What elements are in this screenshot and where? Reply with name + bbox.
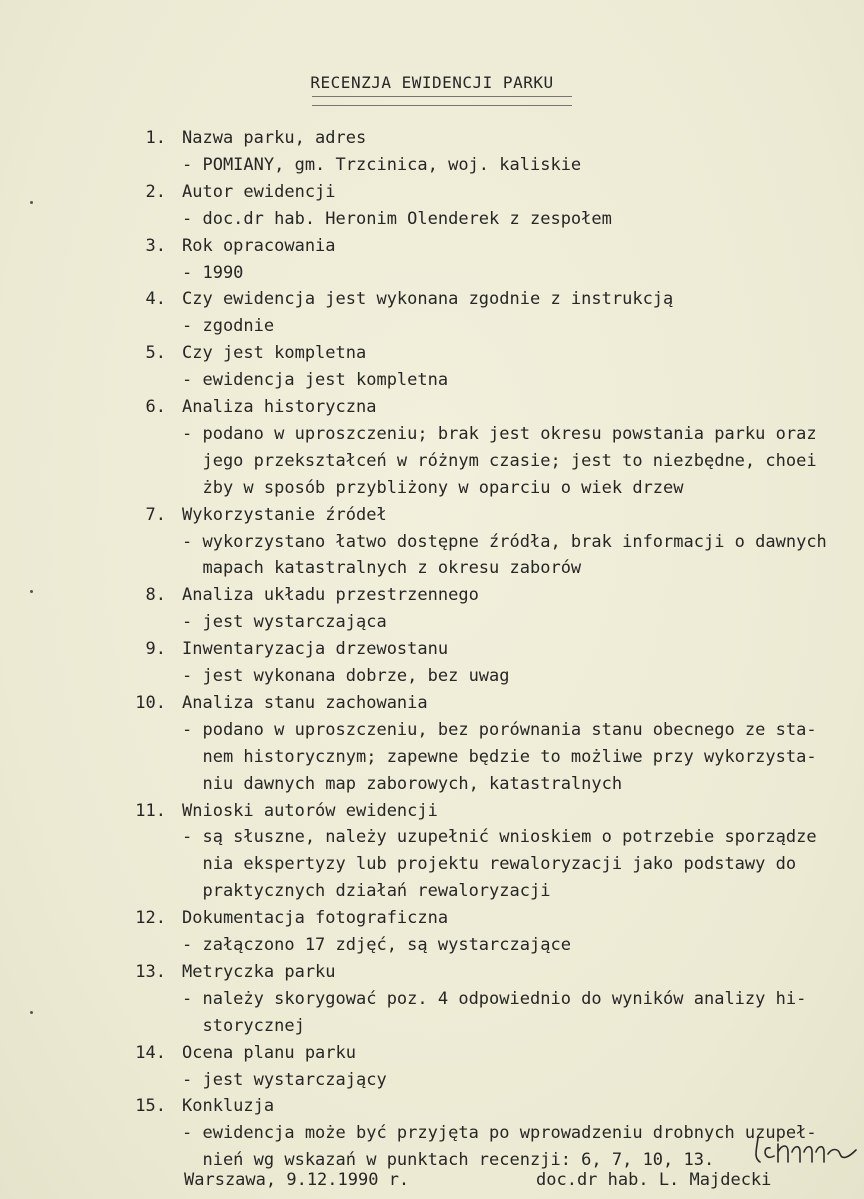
item-number: 5. bbox=[145, 343, 166, 364]
item-heading: Nazwa parku, adres bbox=[182, 128, 367, 148]
item-answer-line: żby w sposób przybliżony w oparciu o wiek drzew bbox=[182, 477, 684, 498]
item-answer-line: nień wg wskazań w punktach recenzji: 6, 7, 10, 13. bbox=[182, 1150, 715, 1171]
item-answer-line: - należy skorygować poz. 4 odpowiednio do wyników analizy hi- bbox=[182, 988, 807, 1009]
item-heading: Analiza układu przestrzennego bbox=[182, 585, 479, 606]
item-number: 9. bbox=[145, 639, 166, 660]
item-answer-line: - są słuszne, należy uzupełnić wnioskiem o potrzebie sporządze bbox=[182, 827, 817, 848]
punch-mark bbox=[30, 1011, 33, 1014]
punch-mark bbox=[30, 590, 33, 593]
item-number: 3. bbox=[145, 235, 166, 256]
item-answer-line: - ewidencja jest kompletna bbox=[182, 370, 449, 391]
item-number: 15. bbox=[135, 1096, 166, 1117]
item-heading: Analiza historyczna bbox=[182, 397, 377, 417]
item-answer-line: - podano w uproszczeniu, bez porównania stanu obecnego ze sta- bbox=[182, 719, 817, 740]
item-number: 1. bbox=[145, 128, 166, 148]
item-answer-line: jego przekształceń w różnym czasie; jest to niezbędne, choei bbox=[182, 450, 817, 471]
item-number: 6. bbox=[145, 397, 166, 417]
item-answer-line: mapach katastralnych z okresu zaborów bbox=[182, 558, 582, 579]
item-number: 2. bbox=[145, 181, 166, 202]
item-number: 10. bbox=[135, 692, 166, 713]
item-answer-line: - jest wystarczający bbox=[182, 1069, 387, 1090]
item-heading: Autor ewidencji bbox=[182, 181, 336, 202]
item-number: 12. bbox=[135, 908, 166, 929]
item-answer-line: - ewidencja może być przyjęta po wprowadzeniu drobnych uzupeł- bbox=[182, 1123, 817, 1144]
title-underline bbox=[312, 96, 572, 106]
item-heading: Analiza stanu zachowania bbox=[182, 692, 428, 713]
item-answer-line: - załączono 17 zdjęć, są wystarczające bbox=[182, 935, 571, 955]
item-heading: Inwentaryzacja drzewostanu bbox=[182, 639, 449, 660]
handwritten-signature bbox=[752, 1128, 862, 1168]
item-answer-line: - podano w uproszczeniu; brak jest okresu powstania parku oraz bbox=[182, 423, 817, 444]
item-answer-line: storycznej bbox=[182, 1015, 305, 1036]
item-number: 8. bbox=[145, 585, 166, 606]
item-heading: Rok opracowania bbox=[182, 235, 336, 256]
item-number: 4. bbox=[145, 289, 166, 310]
place-and-date: Warszawa, 9.12.1990 r. bbox=[184, 1170, 410, 1190]
item-heading: Dokumentacja fotograficzna bbox=[182, 908, 449, 929]
item-number: 14. bbox=[135, 1042, 166, 1063]
item-answer-line: - zgodnie bbox=[182, 316, 275, 337]
reviewer-name: doc.dr hab. L. Majdecki bbox=[536, 1170, 772, 1190]
item-answer-line: - doc.dr hab. Heronim Olenderek z zespołem bbox=[182, 208, 612, 229]
item-answer-line: - 1990 bbox=[182, 262, 244, 283]
item-answer-line: nia ekspertyzy lub projektu rewaloryzacji jako podstawy do bbox=[182, 854, 797, 875]
item-answer-line: - wykorzystano łatwo dostępne źródła, brak informacji o dawnych bbox=[182, 531, 827, 552]
item-heading: Konkluzja bbox=[182, 1096, 275, 1117]
item-answer-line: - jest wystarczająca bbox=[182, 612, 387, 633]
item-answer-line: - POMIANY, gm. Trzcinica, woj. kaliskie bbox=[182, 154, 582, 175]
punch-mark bbox=[30, 201, 33, 204]
item-heading: Czy jest kompletna bbox=[182, 343, 367, 364]
item-heading: Czy ewidencja jest wykonana zgodnie z instrukcją bbox=[182, 289, 674, 310]
item-number: 7. bbox=[145, 504, 166, 525]
item-answer-line: - jest wykonana dobrze, bez uwag bbox=[182, 666, 510, 686]
item-heading: Wnioski autorów ewidencji bbox=[182, 800, 438, 821]
item-number: 13. bbox=[135, 961, 166, 982]
item-heading: Wykorzystanie źródeł bbox=[182, 504, 387, 525]
item-heading: Metryczka parku bbox=[182, 961, 336, 982]
item-heading: Ocena planu parku bbox=[182, 1042, 356, 1063]
item-number: 11. bbox=[135, 800, 166, 821]
item-answer-line: nem historycznym; zapewne będzie to możliwe przy wykorzysta- bbox=[182, 746, 817, 767]
document-title: RECENZJA EWIDENCJI PARKU bbox=[310, 73, 554, 92]
item-answer-line: praktycznych działań rewaloryzacji bbox=[182, 881, 551, 902]
item-answer-line: niu dawnych map zaborowych, katastralnych bbox=[182, 773, 623, 794]
